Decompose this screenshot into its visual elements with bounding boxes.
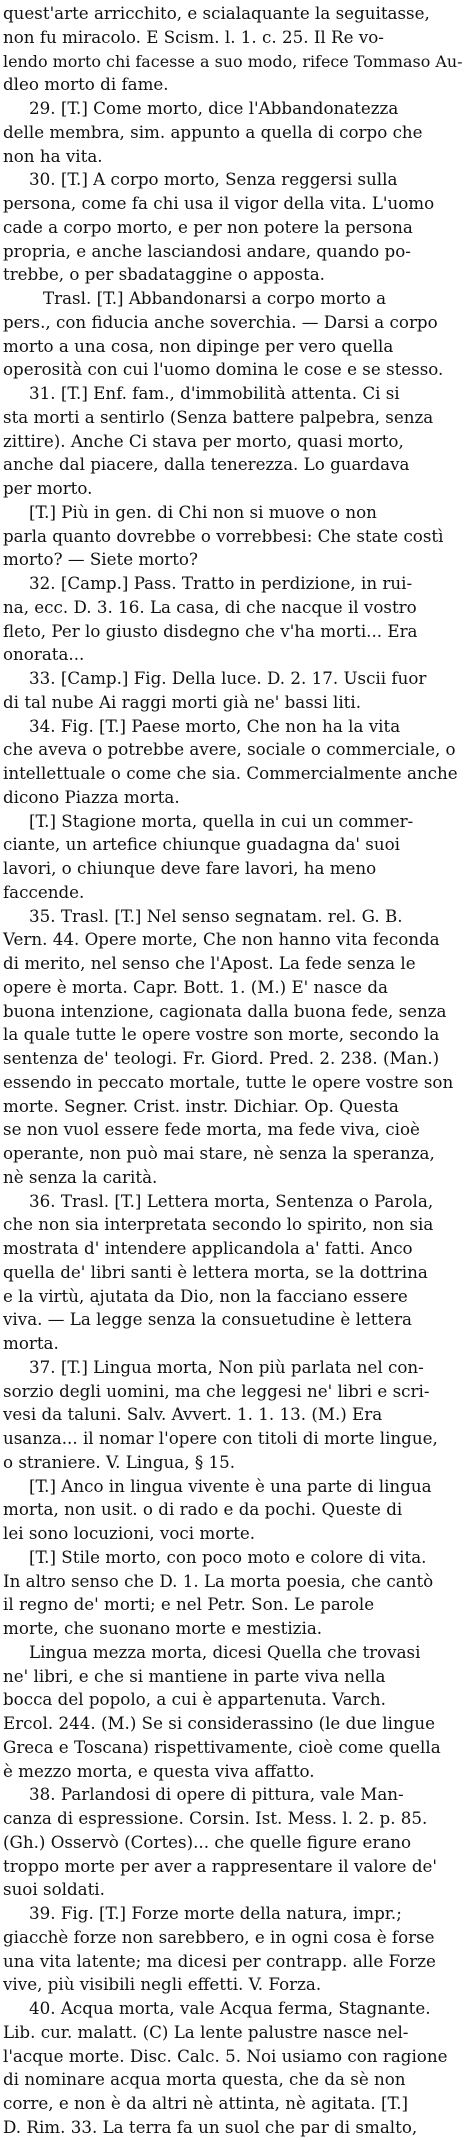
- text-line: na, ecc. D. 3. 16. La casa, di che nacque il vostro: [3, 596, 417, 617]
- text-line: quella de' libri santi è lettera morta, se la dottrina: [3, 1261, 428, 1282]
- text-line: 40. Acqua morta, vale Acqua ferma, Stagnante.: [29, 1998, 431, 2018]
- text-line: di tal nube Ai raggi morti già ne' bassi liti.: [3, 691, 362, 712]
- text-line: è mezzo morta, e questa viva affatto.: [3, 1760, 315, 1781]
- text-line: sorzio degli uomini, ma che leggesi ne' libri e scri-: [3, 1380, 430, 1401]
- text-line: morto a una cosa, non dipinge per vero quella: [3, 335, 394, 356]
- text-line: 38. Parlandosi di opere di pittura, vale Man-: [29, 1784, 404, 1805]
- text-line: dicono Piazza morta.: [3, 786, 180, 807]
- text-line: di merito, nel senso che l'Apost. La fede senza le: [3, 953, 416, 973]
- text-line: morte, che suonano morte e mestizia.: [3, 1618, 323, 1638]
- text-line: che non sia interpretata secondo lo spirito, non sia: [3, 1214, 434, 1235]
- text-line: e la virtù, ajutata da Dio, non la facciano essere: [3, 1285, 408, 1306]
- text-line: [T.] Anco in lingua vivente è una parte di lingua: [29, 1475, 432, 1496]
- text-line: 33. [Camp.] Fig. Della luce. D. 2. 17. Uscii fuor: [29, 668, 427, 688]
- text-line: opere è morta. Capr. Bott. 1. (M.) E' nasce da: [3, 976, 388, 997]
- text-line: buona intenzione, cagionata dalla buona fede, senza: [3, 1000, 447, 1021]
- text-line: (Gh.) Osservò (Cortes)... che quelle figure erano: [3, 1831, 412, 1852]
- text-line: faccende.: [3, 881, 85, 902]
- text-line: persona, come fa chi usa il vigor della vita. L'uomo: [3, 193, 435, 213]
- text-line: suoi soldati.: [3, 1879, 105, 1900]
- text-line: sentenza de' teologi. Fr. Giord. Pred. 2. 238. (Man.): [3, 1048, 440, 1068]
- text-line: essendo in peccato mortale, tutte le opere vostre son: [3, 1071, 454, 1092]
- text-line: 31. [T.] Enf. fam., d'immobilità attenta. Ci si: [29, 383, 400, 403]
- text-line: anche dal piacere, dalla tenerezza. Lo guardava: [3, 454, 410, 475]
- text-line: o straniere. V. Lingua, § 15.: [3, 1451, 236, 1472]
- text-line: intellettuale o come che sia. Commercialmente anche: [3, 763, 458, 783]
- text-line: onorata...: [3, 644, 85, 665]
- text-line: usanza... il nomar l'opere con titoli di morte lingue,: [3, 1428, 438, 1448]
- text-line: non fu miracolo. E Scism. l. 1. c. 25. Il Re vo-: [3, 26, 384, 47]
- text-line: Ercol. 244. (M.) Se si considerassino (le due lingue: [3, 1713, 435, 1733]
- text-line: morta, non usit. o di rado e da pochi. Queste di: [3, 1499, 403, 1520]
- text-line: vesi da taluni. Salv. Avvert. 1. 1. 13. (M.) Era: [3, 1404, 383, 1425]
- text-line: 36. Trasl. [T.] Lettera morta, Sentenza o Parola,: [29, 1190, 434, 1211]
- text-line: se non vuol essere fede morta, ma fede viva, cioè: [3, 1119, 420, 1140]
- text-line: propria, e anche lasciandosi andare, quando po-: [3, 240, 411, 261]
- text-line: nè senza la carità.: [3, 1166, 158, 1187]
- text-line: vive, più visibili negli effetti. V. Forza.: [3, 1974, 322, 1995]
- text-line: morte. Segner. Crist. instr. Dichiar. Op. Questa: [3, 1095, 399, 1116]
- text-line: ne' libri, e che si mantiene in parte viva nella: [3, 1665, 386, 1686]
- text-line: di nominare acqua morta questa, che da sè non: [3, 2069, 406, 2090]
- text-line: morta.: [3, 1333, 59, 1353]
- text-line: dleo morto di fame.: [3, 74, 169, 95]
- text-line: Lib. cur. malatt. (C) La lente palustre nasce nel-: [3, 2021, 409, 2042]
- text-line: operosità con cui l'uomo domina le cose e se stesso.: [3, 359, 444, 380]
- text-line: la quale tutte le opere vostre son morte, secondo la: [3, 1024, 440, 1045]
- text-line: Vern. 44. Opere morte, Che non hanno vita feconda: [3, 929, 440, 950]
- text-line: Greca e Toscana) rispettivamente, cioè come quella: [3, 1736, 441, 1757]
- text-line: morto? — Siete morto?: [3, 549, 198, 570]
- text-line: l'acque morte. Disc. Calc. 5. Noi usiamo con ragione: [3, 2045, 448, 2066]
- text-line: Lingua mezza morta, dicesi Quella che trovasi: [29, 1641, 421, 1662]
- text-line: Trasl. [T.] Abbandonarsi a corpo morto a: [43, 288, 387, 308]
- text-line: una vita latente; ma dicesi per contrapp. alle Forze: [3, 1950, 436, 1971]
- text-line: In altro senso che D. 1. La morta poesia, che cantò: [3, 1570, 434, 1591]
- text-line: fleto, Per lo giusto disdegno che v'ha morti... Era: [3, 620, 418, 641]
- text-line: quest'arte arricchito, e scialaquante la seguitasse,: [3, 3, 430, 23]
- text-line: per morto.: [3, 478, 93, 498]
- text-line: 34. Fig. [T.] Paese morto, Che non ha la vita: [29, 715, 401, 736]
- text-line: lendo morto chi facesse a suo modo, rifece Tommaso Au-: [3, 51, 463, 71]
- text-line: il regno de' morti; e nel Petr. Son. Le parole: [3, 1594, 375, 1615]
- text-line: troppo morte per aver a rappresentare il valore de': [3, 1855, 437, 1876]
- text-line: che aveva o potrebbe avere, sociale o commerciale, o: [3, 739, 456, 760]
- text-line: 35. Trasl. [T.] Nel senso segnatam. rel. G. B.: [29, 905, 403, 926]
- dictionary-text-column: [3, 2, 464, 2140]
- text-line: cade a corpo morto, e per non potere la persona: [3, 216, 413, 237]
- text-line: 39. Fig. [T.] Forze morte della natura, impr.;: [29, 1903, 402, 1923]
- text-line: [T.] Stagione morta, quella in cui un commer-: [29, 810, 414, 831]
- text-line: canza di espressione. Corsin. Ist. Mess. l. 2. p. 85.: [3, 1808, 428, 1828]
- text-line: ciante, un artefice chiunque guadagna da' suoi: [3, 834, 400, 855]
- text-line: zittire). Anche Ci stava per morto, quasi morto,: [3, 430, 404, 451]
- text-line: 29. [T.] Come morto, dice l'Abbandonatezza: [29, 98, 399, 118]
- text-line: delle membra, sim. appunto a quella di corpo che: [3, 121, 423, 142]
- text-line: bocca del popolo, a cui è appartenuta. Varch.: [3, 1689, 386, 1710]
- text-line: 32. [Camp.] Pass. Tratto in perdizione, in rui-: [29, 573, 413, 593]
- text-line: parla quanto dovrebbe o vorrebbesi: Che state costì: [3, 525, 444, 546]
- text-line: 37. [T.] Lingua morta, Non più parlata nel con-: [29, 1356, 424, 1377]
- text-line: D. Rim. 33. La terra fa un suol che par di smalto,: [3, 2116, 418, 2137]
- text-line: lavori, o chiunque deve fare lavori, ha meno: [3, 858, 377, 878]
- text-line: giacchè forze non sarebbero, e in ogni cosa è forse: [3, 1926, 435, 1947]
- text-line: mostrata d' intendere applicandola a' fatti. Anco: [3, 1238, 413, 1258]
- text-line: lei sono locuzioni, voci morte.: [3, 1523, 256, 1543]
- text-line: [T.] Stile morto, con poco moto e colore di vita.: [29, 1546, 427, 1567]
- text-line: operante, non può mai stare, nè senza la speranza,: [3, 1143, 435, 1163]
- text-line: sta morti a sentirlo (Senza battere palpebra, senza: [3, 406, 434, 427]
- text-line: 30. [T.] A corpo morto, Senza reggersi sulla: [29, 169, 398, 190]
- text-line: trebbe, o per sbadataggine o apposta.: [3, 264, 325, 285]
- text-line: non ha vita.: [3, 145, 103, 166]
- text-line: corre, e non è da altri nè attinta, nè agitata. [T.]: [3, 2093, 409, 2113]
- text-line: [T.] Più in gen. di Chi non si muove o non: [29, 501, 377, 522]
- text-line: pers., con fiducia anche soverchia. — Darsi a corpo: [3, 311, 438, 332]
- text-line: viva. — La legge senza la consuetudine è lettera: [3, 1309, 412, 1330]
